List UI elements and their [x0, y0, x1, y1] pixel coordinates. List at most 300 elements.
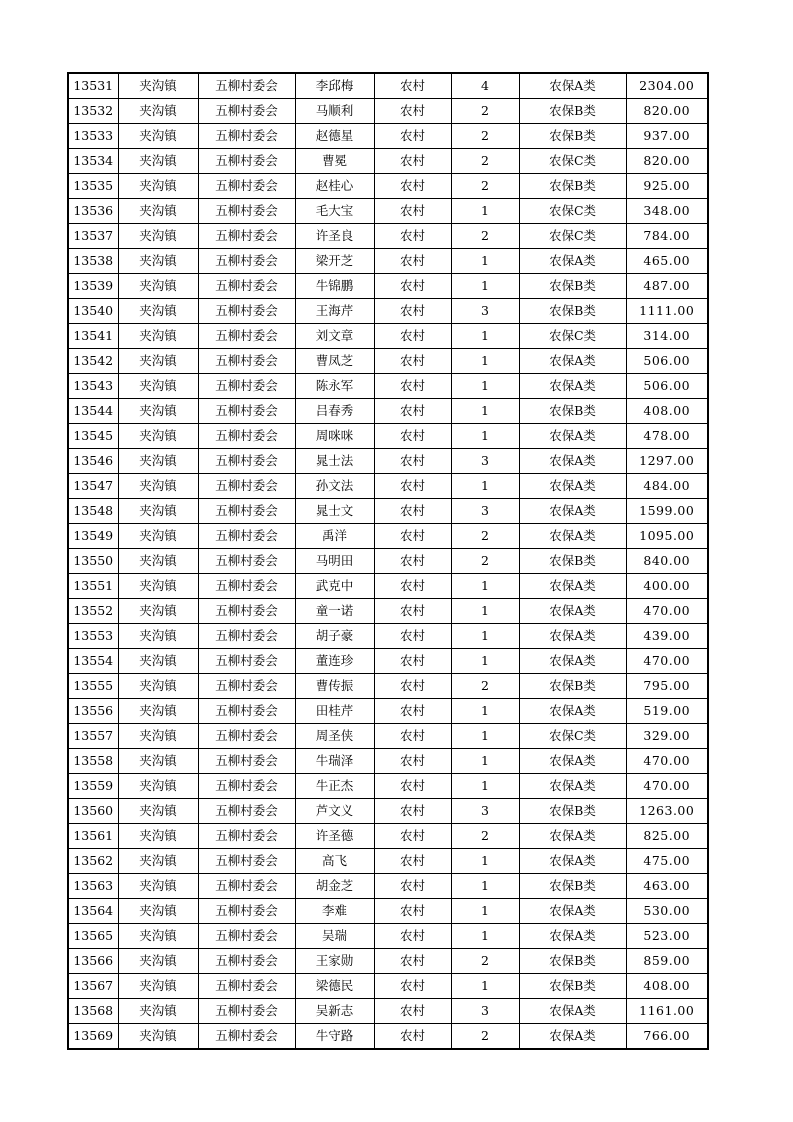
table-row — [68, 499, 708, 524]
village-committee-cell: 五柳村委会 — [198, 474, 295, 499]
table-row — [68, 699, 708, 724]
member-count-cell: 3 — [451, 299, 519, 324]
household-type-cell: 农村 — [374, 174, 451, 199]
record-number-cell: 13556 — [68, 699, 118, 724]
benefit-amount-cell: 795.00 — [626, 674, 708, 699]
household-type-cell: 农村 — [374, 874, 451, 899]
table-row — [68, 649, 708, 674]
record-number-cell: 13548 — [68, 499, 118, 524]
household-type-cell: 农村 — [374, 474, 451, 499]
benefit-amount-cell: 470.00 — [626, 774, 708, 799]
benefit-amount-cell: 1599.00 — [626, 499, 708, 524]
household-type-cell: 农村 — [374, 524, 451, 549]
town-cell: 夹沟镇 — [118, 1024, 198, 1050]
member-count-cell: 1 — [451, 424, 519, 449]
member-count-cell: 2 — [451, 224, 519, 249]
village-committee-cell: 五柳村委会 — [198, 699, 295, 724]
record-number-cell: 13561 — [68, 824, 118, 849]
benefit-amount-cell: 439.00 — [626, 624, 708, 649]
member-count-cell: 2 — [451, 124, 519, 149]
record-number-cell: 13547 — [68, 474, 118, 499]
household-head-cell: 禹洋 — [295, 524, 374, 549]
member-count-cell: 1 — [451, 249, 519, 274]
household-type-cell: 农村 — [374, 549, 451, 574]
insurance-category-cell: 农保A类 — [519, 649, 626, 674]
table-row — [68, 724, 708, 749]
benefit-amount-cell: 784.00 — [626, 224, 708, 249]
table-row — [68, 624, 708, 649]
record-number-cell: 13538 — [68, 249, 118, 274]
record-number-cell: 13568 — [68, 999, 118, 1024]
household-type-cell: 农村 — [374, 324, 451, 349]
household-head-cell: 曹凤芝 — [295, 349, 374, 374]
village-committee-cell: 五柳村委会 — [198, 674, 295, 699]
insurance-category-cell: 农保A类 — [519, 824, 626, 849]
table-row — [68, 874, 708, 899]
table-row — [68, 324, 708, 349]
table-row — [68, 224, 708, 249]
household-type-cell: 农村 — [374, 349, 451, 374]
table-body — [68, 73, 708, 1049]
household-head-cell: 晁士文 — [295, 499, 374, 524]
insurance-category-cell: 农保A类 — [519, 749, 626, 774]
household-head-cell: 许圣德 — [295, 824, 374, 849]
table-row — [68, 149, 708, 174]
insurance-category-cell: 农保A类 — [519, 624, 626, 649]
benefit-amount-cell: 475.00 — [626, 849, 708, 874]
member-count-cell: 1 — [451, 849, 519, 874]
household-head-cell: 梁开芝 — [295, 249, 374, 274]
record-number-cell: 13541 — [68, 324, 118, 349]
village-committee-cell: 五柳村委会 — [198, 149, 295, 174]
household-type-cell: 农村 — [374, 224, 451, 249]
record-number-cell: 13566 — [68, 949, 118, 974]
village-committee-cell: 五柳村委会 — [198, 799, 295, 824]
household-head-cell: 王海芹 — [295, 299, 374, 324]
table-row — [68, 124, 708, 149]
village-committee-cell: 五柳村委会 — [198, 299, 295, 324]
village-committee-cell: 五柳村委会 — [198, 124, 295, 149]
member-count-cell: 1 — [451, 899, 519, 924]
member-count-cell: 2 — [451, 549, 519, 574]
village-committee-cell: 五柳村委会 — [198, 99, 295, 124]
member-count-cell: 1 — [451, 874, 519, 899]
town-cell: 夹沟镇 — [118, 324, 198, 349]
household-type-cell: 农村 — [374, 799, 451, 824]
benefit-amount-cell: 470.00 — [626, 649, 708, 674]
member-count-cell: 1 — [451, 774, 519, 799]
village-committee-cell: 五柳村委会 — [198, 73, 295, 99]
benefit-amount-cell: 766.00 — [626, 1024, 708, 1050]
insurance-category-cell: 农保A类 — [519, 849, 626, 874]
insurance-category-cell: 农保A类 — [519, 73, 626, 99]
benefit-amount-cell: 506.00 — [626, 374, 708, 399]
table-row — [68, 849, 708, 874]
town-cell: 夹沟镇 — [118, 999, 198, 1024]
member-count-cell: 3 — [451, 799, 519, 824]
village-committee-cell: 五柳村委会 — [198, 599, 295, 624]
village-committee-cell: 五柳村委会 — [198, 274, 295, 299]
town-cell: 夹沟镇 — [118, 899, 198, 924]
town-cell: 夹沟镇 — [118, 99, 198, 124]
town-cell: 夹沟镇 — [118, 874, 198, 899]
table-row — [68, 749, 708, 774]
household-type-cell: 农村 — [374, 649, 451, 674]
insurance-category-cell: 农保A类 — [519, 999, 626, 1024]
town-cell: 夹沟镇 — [118, 824, 198, 849]
benefit-amount-cell: 470.00 — [626, 599, 708, 624]
member-count-cell: 1 — [451, 474, 519, 499]
town-cell: 夹沟镇 — [118, 199, 198, 224]
benefit-amount-cell: 1297.00 — [626, 449, 708, 474]
insurance-category-cell: 农保B类 — [519, 874, 626, 899]
household-head-cell: 孙文法 — [295, 474, 374, 499]
household-head-cell: 周咪咪 — [295, 424, 374, 449]
record-number-cell: 13565 — [68, 924, 118, 949]
village-committee-cell: 五柳村委会 — [198, 774, 295, 799]
benefit-amount-cell: 408.00 — [626, 974, 708, 999]
village-committee-cell: 五柳村委会 — [198, 324, 295, 349]
household-head-cell: 赵桂心 — [295, 174, 374, 199]
town-cell: 夹沟镇 — [118, 674, 198, 699]
village-committee-cell: 五柳村委会 — [198, 974, 295, 999]
village-committee-cell: 五柳村委会 — [198, 449, 295, 474]
village-committee-cell: 五柳村委会 — [198, 499, 295, 524]
table-row — [68, 949, 708, 974]
member-count-cell: 1 — [451, 199, 519, 224]
household-type-cell: 农村 — [374, 774, 451, 799]
village-committee-cell: 五柳村委会 — [198, 899, 295, 924]
village-committee-cell: 五柳村委会 — [198, 174, 295, 199]
table-row — [68, 824, 708, 849]
household-head-cell: 刘文章 — [295, 324, 374, 349]
town-cell: 夹沟镇 — [118, 374, 198, 399]
village-committee-cell: 五柳村委会 — [198, 924, 295, 949]
town-cell: 夹沟镇 — [118, 399, 198, 424]
town-cell: 夹沟镇 — [118, 124, 198, 149]
village-committee-cell: 五柳村委会 — [198, 374, 295, 399]
member-count-cell: 1 — [451, 924, 519, 949]
household-head-cell: 高飞 — [295, 849, 374, 874]
benefit-amount-cell: 329.00 — [626, 724, 708, 749]
member-count-cell: 1 — [451, 624, 519, 649]
village-committee-cell: 五柳村委会 — [198, 874, 295, 899]
insurance-category-cell: 农保B类 — [519, 674, 626, 699]
village-committee-cell: 五柳村委会 — [198, 249, 295, 274]
member-count-cell: 3 — [451, 499, 519, 524]
household-type-cell: 农村 — [374, 699, 451, 724]
household-type-cell: 农村 — [374, 599, 451, 624]
benefit-amount-cell: 1161.00 — [626, 999, 708, 1024]
member-count-cell: 2 — [451, 824, 519, 849]
benefit-amount-cell: 465.00 — [626, 249, 708, 274]
village-committee-cell: 五柳村委会 — [198, 724, 295, 749]
household-head-cell: 吴新志 — [295, 999, 374, 1024]
town-cell: 夹沟镇 — [118, 224, 198, 249]
town-cell: 夹沟镇 — [118, 649, 198, 674]
village-committee-cell: 五柳村委会 — [198, 549, 295, 574]
household-head-cell: 武克中 — [295, 574, 374, 599]
table-row — [68, 524, 708, 549]
household-head-cell: 吕春秀 — [295, 399, 374, 424]
village-committee-cell: 五柳村委会 — [198, 624, 295, 649]
household-head-cell: 梁德民 — [295, 974, 374, 999]
town-cell: 夹沟镇 — [118, 624, 198, 649]
village-committee-cell: 五柳村委会 — [198, 199, 295, 224]
member-count-cell: 1 — [451, 699, 519, 724]
household-type-cell: 农村 — [374, 124, 451, 149]
benefit-amount-cell: 487.00 — [626, 274, 708, 299]
table-row — [68, 174, 708, 199]
town-cell: 夹沟镇 — [118, 524, 198, 549]
village-committee-cell: 五柳村委会 — [198, 849, 295, 874]
household-type-cell: 农村 — [374, 73, 451, 99]
member-count-cell: 2 — [451, 674, 519, 699]
record-number-cell: 13534 — [68, 149, 118, 174]
table-row — [68, 549, 708, 574]
member-count-cell: 1 — [451, 274, 519, 299]
benefit-amount-cell: 925.00 — [626, 174, 708, 199]
town-cell: 夹沟镇 — [118, 274, 198, 299]
table-row — [68, 774, 708, 799]
village-committee-cell: 五柳村委会 — [198, 224, 295, 249]
household-head-cell: 陈永军 — [295, 374, 374, 399]
household-head-cell: 马顺利 — [295, 99, 374, 124]
record-number-cell: 13545 — [68, 424, 118, 449]
table-row — [68, 474, 708, 499]
village-committee-cell: 五柳村委会 — [198, 574, 295, 599]
table-row — [68, 899, 708, 924]
insurance-category-cell: 农保B类 — [519, 399, 626, 424]
household-type-cell: 农村 — [374, 674, 451, 699]
village-committee-cell: 五柳村委会 — [198, 949, 295, 974]
household-head-cell: 李邱梅 — [295, 73, 374, 99]
benefit-amount-cell: 2304.00 — [626, 73, 708, 99]
town-cell: 夹沟镇 — [118, 774, 198, 799]
benefit-amount-cell: 825.00 — [626, 824, 708, 849]
table-row — [68, 274, 708, 299]
record-number-cell: 13536 — [68, 199, 118, 224]
benefit-amount-cell: 506.00 — [626, 349, 708, 374]
table-row — [68, 449, 708, 474]
insurance-category-cell: 农保A类 — [519, 374, 626, 399]
table-row — [68, 99, 708, 124]
member-count-cell: 2 — [451, 949, 519, 974]
town-cell: 夹沟镇 — [118, 924, 198, 949]
town-cell: 夹沟镇 — [118, 149, 198, 174]
household-head-cell: 胡金芝 — [295, 874, 374, 899]
record-number-cell: 13558 — [68, 749, 118, 774]
benefit-amount-cell: 820.00 — [626, 149, 708, 174]
record-number-cell: 13546 — [68, 449, 118, 474]
record-number-cell: 13557 — [68, 724, 118, 749]
household-head-cell: 牛瑞泽 — [295, 749, 374, 774]
table-row — [68, 574, 708, 599]
household-type-cell: 农村 — [374, 199, 451, 224]
town-cell: 夹沟镇 — [118, 974, 198, 999]
town-cell: 夹沟镇 — [118, 724, 198, 749]
household-type-cell: 农村 — [374, 274, 451, 299]
record-number-cell: 13564 — [68, 899, 118, 924]
household-head-cell: 牛守路 — [295, 1024, 374, 1050]
insurance-category-cell: 农保A类 — [519, 1024, 626, 1050]
table-row — [68, 199, 708, 224]
record-number-cell: 13567 — [68, 974, 118, 999]
town-cell: 夹沟镇 — [118, 449, 198, 474]
record-number-cell: 13539 — [68, 274, 118, 299]
insurance-category-cell: 农保B类 — [519, 174, 626, 199]
member-count-cell: 1 — [451, 574, 519, 599]
record-number-cell: 13554 — [68, 649, 118, 674]
household-head-cell: 周圣侠 — [295, 724, 374, 749]
member-count-cell: 2 — [451, 524, 519, 549]
household-head-cell: 吴瑞 — [295, 924, 374, 949]
table-row — [68, 249, 708, 274]
household-head-cell: 芦文义 — [295, 799, 374, 824]
insurance-category-cell: 农保A类 — [519, 774, 626, 799]
household-type-cell: 农村 — [374, 999, 451, 1024]
insurance-category-cell: 农保C类 — [519, 149, 626, 174]
household-head-cell: 李难 — [295, 899, 374, 924]
insurance-category-cell: 农保A类 — [519, 524, 626, 549]
household-type-cell: 农村 — [374, 499, 451, 524]
town-cell: 夹沟镇 — [118, 249, 198, 274]
household-head-cell: 董连珍 — [295, 649, 374, 674]
benefit-amount-cell: 820.00 — [626, 99, 708, 124]
town-cell: 夹沟镇 — [118, 849, 198, 874]
insurance-category-cell: 农保A类 — [519, 249, 626, 274]
insurance-category-cell: 农保B类 — [519, 124, 626, 149]
village-committee-cell: 五柳村委会 — [198, 1024, 295, 1050]
town-cell: 夹沟镇 — [118, 299, 198, 324]
village-committee-cell: 五柳村委会 — [198, 349, 295, 374]
benefit-amount-cell: 840.00 — [626, 549, 708, 574]
table-row — [68, 1024, 708, 1050]
household-head-cell: 田桂芹 — [295, 699, 374, 724]
town-cell: 夹沟镇 — [118, 174, 198, 199]
household-type-cell: 农村 — [374, 824, 451, 849]
village-committee-cell: 五柳村委会 — [198, 399, 295, 424]
insurance-category-cell: 农保A类 — [519, 924, 626, 949]
insurance-category-cell: 农保A类 — [519, 424, 626, 449]
record-number-cell: 13563 — [68, 874, 118, 899]
insurance-category-cell: 农保B类 — [519, 299, 626, 324]
benefit-amount-cell: 408.00 — [626, 399, 708, 424]
insurance-category-cell: 农保B类 — [519, 274, 626, 299]
village-committee-cell: 五柳村委会 — [198, 824, 295, 849]
town-cell: 夹沟镇 — [118, 949, 198, 974]
household-type-cell: 农村 — [374, 374, 451, 399]
record-number-cell: 13549 — [68, 524, 118, 549]
insurance-category-cell: 农保A类 — [519, 499, 626, 524]
member-count-cell: 4 — [451, 73, 519, 99]
town-cell: 夹沟镇 — [118, 474, 198, 499]
table-row — [68, 73, 708, 99]
insurance-category-cell: 农保A类 — [519, 899, 626, 924]
insurance-category-cell: 农保C类 — [519, 724, 626, 749]
member-count-cell: 1 — [451, 749, 519, 774]
benefit-amount-cell: 484.00 — [626, 474, 708, 499]
member-count-cell: 3 — [451, 449, 519, 474]
insurance-category-cell: 农保C类 — [519, 199, 626, 224]
household-type-cell: 农村 — [374, 299, 451, 324]
household-head-cell: 胡子豪 — [295, 624, 374, 649]
member-count-cell: 1 — [451, 324, 519, 349]
household-head-cell: 童一诺 — [295, 599, 374, 624]
insurance-category-cell: 农保B类 — [519, 549, 626, 574]
record-number-cell: 13560 — [68, 799, 118, 824]
benefit-amount-cell: 1095.00 — [626, 524, 708, 549]
household-type-cell: 农村 — [374, 924, 451, 949]
record-number-cell: 13550 — [68, 549, 118, 574]
member-count-cell: 2 — [451, 174, 519, 199]
benefit-amount-cell: 463.00 — [626, 874, 708, 899]
member-count-cell: 1 — [451, 974, 519, 999]
benefit-amount-cell: 523.00 — [626, 924, 708, 949]
table-row — [68, 999, 708, 1024]
insurance-category-cell: 农保B类 — [519, 99, 626, 124]
member-count-cell: 3 — [451, 999, 519, 1024]
member-count-cell: 1 — [451, 724, 519, 749]
town-cell: 夹沟镇 — [118, 574, 198, 599]
household-type-cell: 农村 — [374, 974, 451, 999]
insurance-category-cell: 农保A类 — [519, 699, 626, 724]
beneficiary-table — [67, 72, 709, 1050]
record-number-cell: 13559 — [68, 774, 118, 799]
record-number-cell: 13562 — [68, 849, 118, 874]
member-count-cell: 1 — [451, 399, 519, 424]
town-cell: 夹沟镇 — [118, 349, 198, 374]
household-type-cell: 农村 — [374, 724, 451, 749]
household-head-cell: 牛锦鹏 — [295, 274, 374, 299]
member-count-cell: 1 — [451, 349, 519, 374]
household-type-cell: 农村 — [374, 449, 451, 474]
record-number-cell: 13544 — [68, 399, 118, 424]
record-number-cell: 13551 — [68, 574, 118, 599]
household-type-cell: 农村 — [374, 574, 451, 599]
record-number-cell: 13542 — [68, 349, 118, 374]
town-cell: 夹沟镇 — [118, 599, 198, 624]
table-row — [68, 924, 708, 949]
insurance-category-cell: 农保A类 — [519, 474, 626, 499]
town-cell: 夹沟镇 — [118, 499, 198, 524]
member-count-cell: 1 — [451, 649, 519, 674]
household-type-cell: 农村 — [374, 624, 451, 649]
record-number-cell: 13533 — [68, 124, 118, 149]
household-type-cell: 农村 — [374, 424, 451, 449]
member-count-cell: 2 — [451, 1024, 519, 1050]
household-type-cell: 农村 — [374, 149, 451, 174]
village-committee-cell: 五柳村委会 — [198, 524, 295, 549]
benefit-amount-cell: 478.00 — [626, 424, 708, 449]
table-row — [68, 374, 708, 399]
table-row — [68, 349, 708, 374]
village-committee-cell: 五柳村委会 — [198, 424, 295, 449]
record-number-cell: 13569 — [68, 1024, 118, 1050]
household-type-cell: 农村 — [374, 949, 451, 974]
record-number-cell: 13535 — [68, 174, 118, 199]
town-cell: 夹沟镇 — [118, 699, 198, 724]
village-committee-cell: 五柳村委会 — [198, 649, 295, 674]
insurance-category-cell: 农保C类 — [519, 324, 626, 349]
household-head-cell: 曹传振 — [295, 674, 374, 699]
table-row — [68, 299, 708, 324]
insurance-category-cell: 农保C类 — [519, 224, 626, 249]
town-cell: 夹沟镇 — [118, 73, 198, 99]
member-count-cell: 2 — [451, 149, 519, 174]
benefit-amount-cell: 314.00 — [626, 324, 708, 349]
household-head-cell: 赵德星 — [295, 124, 374, 149]
